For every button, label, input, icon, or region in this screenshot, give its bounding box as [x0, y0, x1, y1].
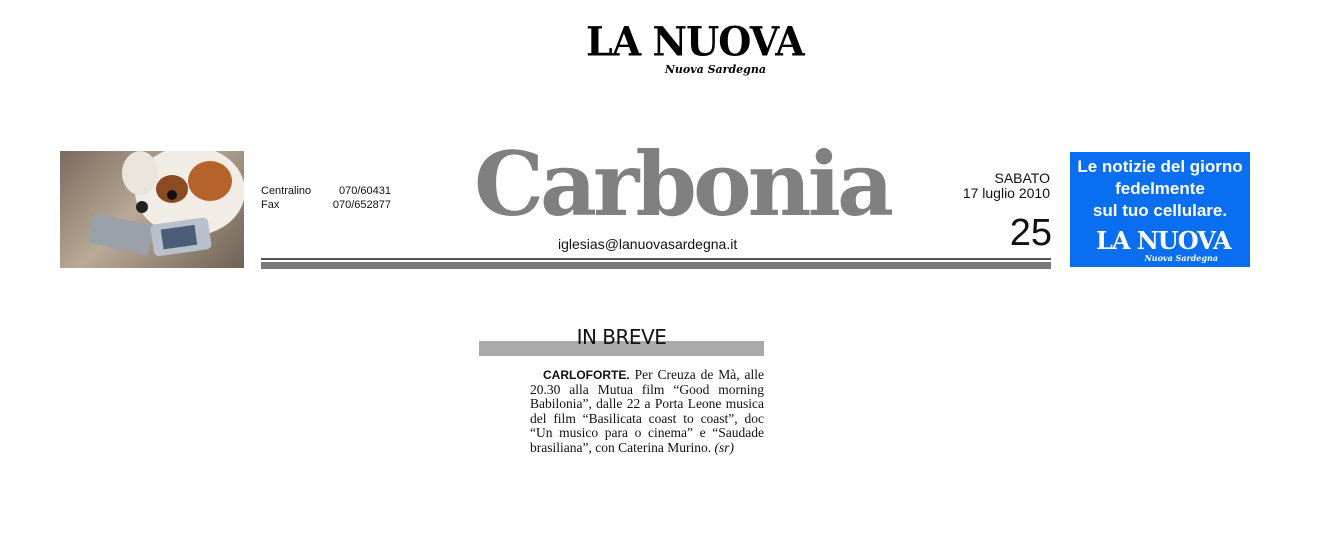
contact-row-fax — [261, 198, 391, 212]
article-signature: (sr) — [714, 439, 734, 455]
masthead-logo — [586, 17, 804, 80]
contact-value: 070/652877 — [332, 199, 391, 211]
contact-info — [261, 184, 391, 212]
breve-heading: IN BREVE — [576, 325, 667, 349]
page-number: 25 — [1009, 212, 1052, 254]
section-email[interactable]: iglesias@lanuovasardegna.it — [558, 236, 738, 252]
article-lead: CARLOFORTE. — [543, 368, 630, 382]
mobile-news-ad[interactable] — [1070, 152, 1250, 267]
masthead-logo-subtitle: Nuova Sardegna — [664, 63, 766, 76]
header-rule-thin — [261, 258, 1051, 260]
dog-with-phone-image — [60, 151, 244, 268]
contact-value: 070/60431 — [339, 185, 391, 197]
article-body: Per Creuza de Mà, alle 20.30 alla Mutua film “Good morning Babilonia”, dalle 22 a Porta Leone musica del film “Basilicata coast to coast”, doc “Un musico para o cinema” e “Saudade brasiliana”, con Caterina Murino. — [530, 367, 764, 455]
contact-label: Centralino — [261, 185, 312, 197]
ad-text — [1070, 152, 1250, 222]
ad-logo-subtitle: Nuova Sardegna — [1144, 253, 1218, 263]
ad-text-line: Le notizie del giorno — [1077, 157, 1243, 176]
ad-text-line: sul tuo cellulare. — [1092, 201, 1228, 220]
weekday: SABATO — [994, 170, 1050, 186]
ad-logo: LA NUOVA — [1096, 226, 1231, 255]
ad-text-line: fedelmente — [1115, 179, 1205, 198]
masthead-logo-text: LA NUOVA — [586, 17, 804, 66]
breve-article — [530, 368, 764, 456]
issue-date: 17 luglio 2010 — [962, 185, 1050, 201]
section-title: Carbonia — [474, 132, 891, 236]
header-rule-thick — [261, 262, 1051, 269]
contact-row-switchboard — [261, 184, 391, 198]
contact-label: Fax — [261, 199, 280, 211]
